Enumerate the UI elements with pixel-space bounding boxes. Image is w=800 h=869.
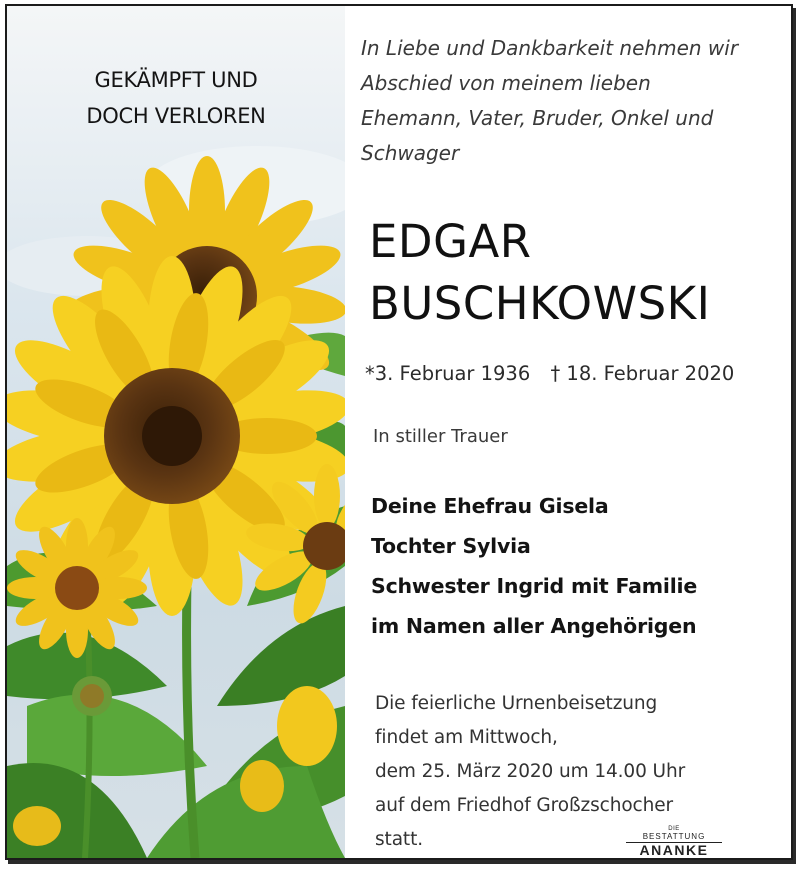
logo-bestattung: BESTATTUNG xyxy=(626,832,722,843)
ceremony-line-1: Die feierliche Urnenbeisetzung xyxy=(375,693,658,714)
intro-text xyxy=(361,31,781,171)
mourning-label: In stiller Trauer xyxy=(373,426,508,447)
mourners-list xyxy=(371,486,697,646)
intro-line-4: Schwager xyxy=(361,141,460,165)
first-name: EDGAR xyxy=(369,215,532,268)
frame-shadow-bottom xyxy=(8,860,795,864)
sunflower-photo xyxy=(7,6,345,858)
death-date: 18. Februar 2020 xyxy=(566,362,735,385)
motto-line-1: GEKÄMPFT UND xyxy=(94,68,258,92)
mourner: im Namen aller Angehörigen xyxy=(371,614,697,638)
birth-date: *3. Februar 1936 xyxy=(365,362,531,385)
frame-shadow-right xyxy=(793,8,796,864)
life-dates xyxy=(365,362,734,385)
last-name: BUSCHKOWSKI xyxy=(369,277,711,330)
logo-ananke: ANANKE xyxy=(639,842,709,858)
intro-line-3: Ehemann, Vater, Bruder, Onkel und xyxy=(361,106,714,130)
cross-icon: † xyxy=(550,362,561,385)
motto-line-2: DOCH VERLOREN xyxy=(86,104,266,128)
text-column xyxy=(361,6,791,858)
deceased-name xyxy=(369,211,710,335)
ceremony-line-4: auf dem Friedhof Großzschocher xyxy=(375,795,674,816)
motto xyxy=(7,62,345,134)
mourner: Schwester Ingrid mit Familie xyxy=(371,574,698,598)
ceremony-line-2: findet am Mittwoch, xyxy=(375,727,558,748)
ceremony-line-3: dem 25. März 2020 um 14.00 Uhr xyxy=(375,761,686,782)
ceremony-line-5: statt. xyxy=(375,829,424,850)
logo-die: DIE xyxy=(668,826,680,832)
mourner: Tochter Sylvia xyxy=(371,534,531,558)
intro-line-1: In Liebe und Dankbarkeit nehmen wir xyxy=(361,36,739,60)
mourner: Deine Ehefrau Gisela xyxy=(371,494,609,518)
intro-line-2: Abschied von meinem lieben xyxy=(361,71,651,95)
obituary-frame xyxy=(5,4,793,860)
funeral-home-logo xyxy=(626,826,722,858)
